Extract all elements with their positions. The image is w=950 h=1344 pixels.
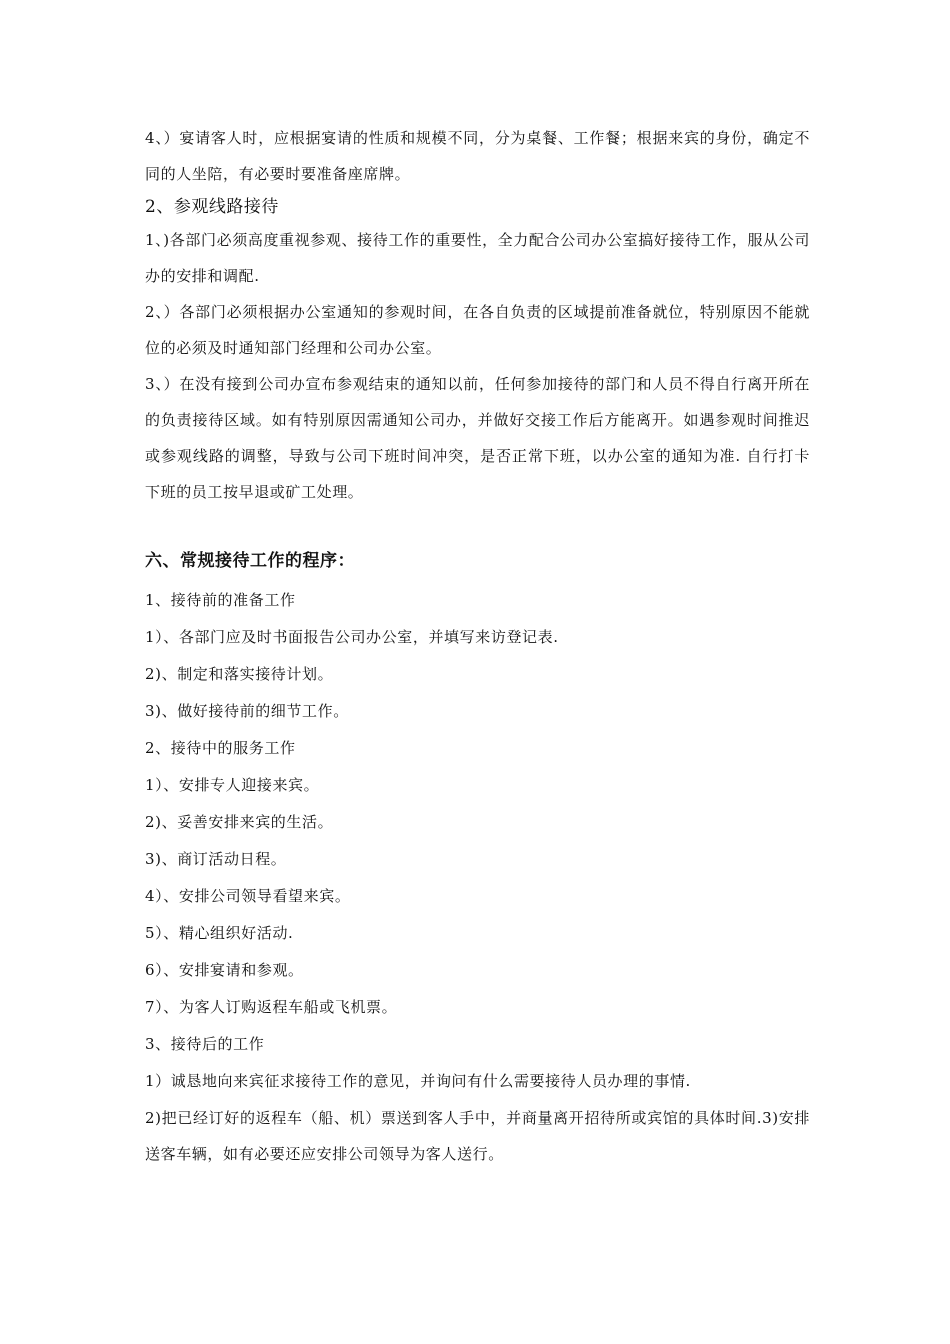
list-item: 1）、各部门应及时书面报告公司办公室，并填写来访登记表. [145, 628, 559, 646]
document-content [145, 120, 810, 1172]
list-item: 3、接待后的工作 [145, 1035, 265, 1053]
list-item: 1）诚恳地向来宾征求接待工作的意见，并询问有什么需要接待人员办理的事情. [145, 1072, 691, 1090]
paragraph-tour-item-2: 2、）各部门必须根据办公室通知的参观时间，在各自负责的区域提前准备就位，特别原因不能就位的必须及时通知部门经理和公司办公室。 [145, 303, 810, 357]
list-item: 1、接待前的准备工作 [145, 591, 296, 609]
paragraph-after-reception-final: 2)把已经订好的返程车（船、机）票送到客人手中，并商量离开招待所或宾馆的具体时间.3)安排送客车辆，如有必要还应安排公司领导为客人送行。 [145, 1109, 810, 1163]
list-item: 3)、商订活动日程。 [145, 850, 287, 868]
paragraph-banquet-seating: 4、）宴请客人时，应根据宴请的性质和规模不同，分为桌餐、工作餐；根据来宾的身份，确定不同的人坐陪，有必要时要准备座席牌。 [145, 129, 810, 183]
list-item: 2)、制定和落实接待计划。 [145, 665, 334, 683]
paragraph-tour-item-3: 3、）在没有接到公司办宣布参观结束的通知以前，任何参加接待的部门和人员不得自行离开所在的负责接待区域。如有特别原因需通知公司办，并做好交接工作后方能离开。如遇参观时间推迟或参观线路的调整，导致与公司下班时间冲突，是否正常下班，以办公室的通知为准. 自行打卡下班的员工按早退或矿工处理。 [145, 375, 810, 501]
list-item: 5）、精心组织好活动. [145, 924, 294, 942]
list-item: 7）、为客人订购返程车船或飞机票。 [145, 998, 398, 1016]
list-item: 2)、妥善安排来宾的生活。 [145, 813, 334, 831]
section-heading-routine-procedure: 六、常规接待工作的程序： [145, 551, 355, 571]
subsection-heading-tour-route: 2、参观线路接待 [145, 197, 279, 217]
list-item: 4）、安排公司领导看望来宾。 [145, 887, 351, 905]
list-item: 3)、做好接待前的细节工作。 [145, 702, 349, 720]
list-item: 1）、安排专人迎接来宾。 [145, 776, 320, 794]
list-item: 6）、安排宴请和参观。 [145, 961, 304, 979]
list-item: 2、接待中的服务工作 [145, 739, 296, 757]
paragraph-tour-item-1: 1、)各部门必须高度重视参观、接待工作的重要性，全力配合公司办公室搞好接待工作，服从公司办的安排和调配. [145, 231, 810, 285]
